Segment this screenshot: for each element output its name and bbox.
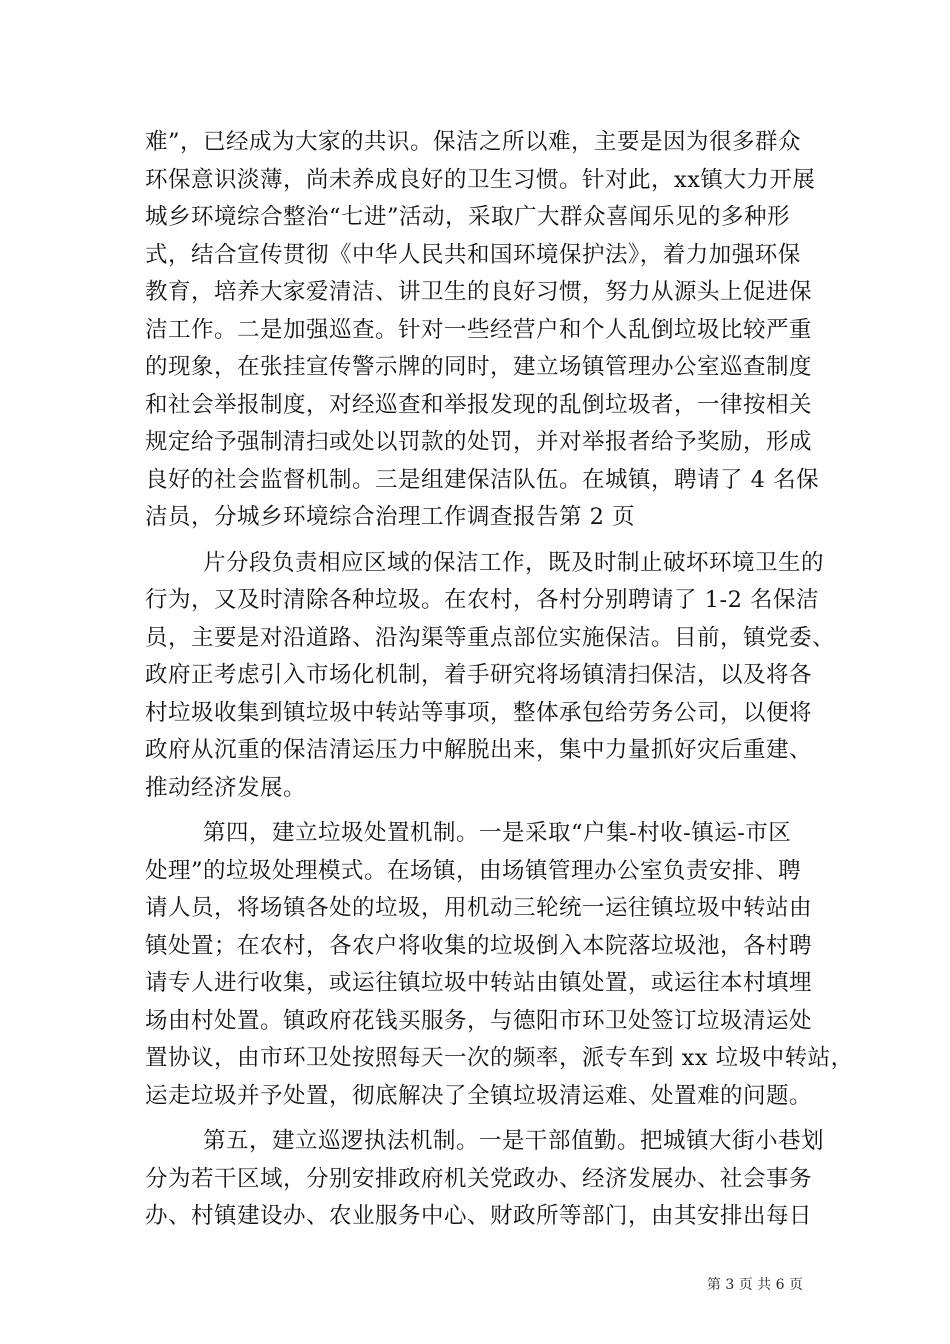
text-line: 环保意识淡薄，尚未养成良好的卫生习惯。针对此，xx镇大力开展 (145, 166, 816, 193)
paragraph-1 (145, 124, 820, 537)
text-line: 第五，建立巡逻执法机制。一是干部值勤。把城镇大街小巷划 (203, 1128, 825, 1154)
text-line: 置协议，由市环卫处按照每天一次的频率，派专车到 xx 垃圾中转站， (145, 1045, 854, 1071)
text-line: 城乡环境综合整治“七进”活动，采取广大群众喜闻乐见的多种形 (145, 204, 791, 230)
paragraph-4 (145, 1123, 825, 1236)
text-line: 村垃圾收集到镇垃圾中转站等事项，整体承包给劳务公司，以便将 (145, 699, 813, 726)
paragraph-gap (145, 1115, 811, 1123)
text-line: 的现象，在张挂宣传警示牌的同时，建立场镇管理办公室巡查制度 (145, 354, 813, 380)
document-body (145, 124, 854, 1236)
text-line: 和社会举报制度，对经巡查和举报发现的乱倒垃圾者，一律按相关 (145, 391, 813, 418)
text-line: 规定给予强制清扫或处以罚款的处罚，并对举报者给予奖励，形成 (145, 429, 813, 455)
paragraph-2 (145, 545, 836, 808)
text-line: 洁工作。二是加强巡查。针对一些经营户和个人乱倒垃圾比较严重 (145, 316, 813, 343)
text-line: 洁员，分城乡环境综合治理工作调查报告第 2 页 (145, 504, 636, 530)
text-line: 员，主要是对沿道路、沿沟渠等重点部位实施保洁。目前，镇党委、 (145, 624, 836, 651)
text-line: 分为若干区域，分别安排政府机关党政办、经济发展办、社会事务 (145, 1165, 813, 1192)
text-line: 政府从沉重的保洁清运压力中解脱出来，集中力量抓好灾后重建、 (145, 737, 813, 763)
paragraph-3 (145, 815, 854, 1115)
text-line: 片分段负责相应区域的保洁工作，既及时制止破坏环境卫生的 (203, 549, 825, 576)
paragraph-gap (145, 807, 811, 815)
text-line: 难”，已经成为大家的共识。保洁之所以难，主要是因为很多群众 (145, 129, 802, 155)
text-line: 请专人进行收集，或运往镇垃圾中转站由镇处置，或运往本村填埋 (145, 970, 813, 996)
text-line: 运走垃圾并予处置，彻底解决了全镇垃圾清运难、处置难的问题。 (145, 1082, 813, 1109)
text-line: 镇处置；在农村，各农户将收集的垃圾倒入本院落垃圾池，各村聘 (145, 932, 813, 959)
text-line: 政府正考虑引入市场化机制，着手研究将场镇清扫保洁，以及将各 (145, 662, 813, 688)
text-line: 良好的社会监督机制。三是组建保洁队伍。在城镇，聘请了 4 名保 (145, 466, 820, 493)
page-number-footer: 第 3 页 共 6 页 (706, 1277, 803, 1293)
text-line: 教育，培养大家爱清洁、讲卫生的良好习惯，努力从源头上促进保 (145, 279, 813, 305)
text-line: 式，结合宣传贯彻《中华人民共和国环境保护法》，着力加强环保 (145, 241, 801, 268)
text-line: 推动经济发展。 (145, 774, 307, 801)
text-line: 请人员，将场镇各处的垃圾，用机动三轮统一运往镇垃圾中转站由 (145, 895, 813, 921)
text-line: 行为，又及时清除各种垃圾。在农村，各村分别聘请了 1-2 名保洁 (145, 587, 820, 613)
text-line: 处理”的垃圾处理模式。在场镇，由场镇管理办公室负责安排、聘 (145, 857, 802, 884)
text-line: 办、村镇建设办、农业服务中心、财政所等部门，由其安排出每日 (145, 1203, 813, 1229)
text-line: 第四，建立垃圾处置机制。一是采取“户集-村收-镇运-市区 (203, 820, 792, 846)
paragraph-gap (145, 537, 811, 545)
text-line: 场由村处置。镇政府花钱买服务，与德阳市环卫处签订垃圾清运处 (145, 1007, 813, 1034)
